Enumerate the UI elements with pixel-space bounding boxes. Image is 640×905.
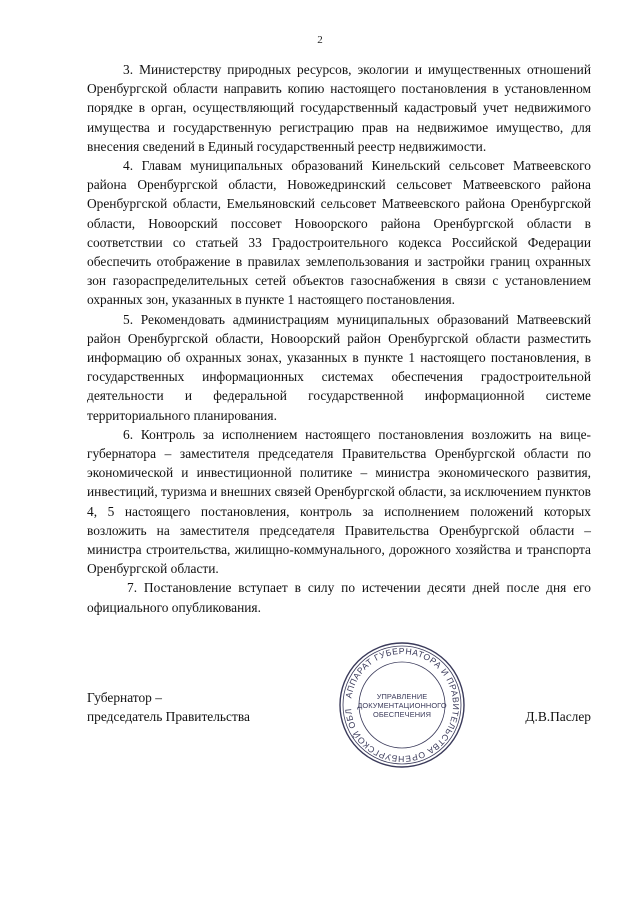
paragraph-4: 4. Главам муниципальных образований Кинельский сельсовет Матвеевского района Оренбургской области, Новожедринский сельсовет Матвеевского района Оренбургской области, Емельяновский сельсовет Матвеевского района Оренбургской области, Новоорский поссовет Новоорского района Оренбургской области в соответствии со статьей 33 Градостроительного кодекса Российской Федерации обеспечить отображение в правилах землепользования и застройки границ охранных зон газораспределительных сетей объектов газоснабжения в связи с установлением охранных зон, указанных в пункте 1 настоящего постановления. [87,158,591,308]
paragraph-6: 6. Контроль за исполнением настоящего постановления возложить на вице-губернатора – заместителя председателя Правительства Оренбургской области по экономической и инвестиционной политике – министра экономического развития, инвестиций, туризма и внешних связей Оренбургской области, за исключением пунктов 4, 5 настоящего постановления, контроль за исполнением положений которых возложить на заместителя председателя Правительства Оренбургской области – министра строительства, жилищно-коммунального, дорожного хозяйства и транспорта Оренбургской области. [87,426,591,577]
stamp-ring-text: АППАРАТ ГУБЕРНАТОРА И ПРАВИТЕЛЬСТВА ОРЕНБУРГСКОЙ ОБЛ [343,645,462,765]
paragraph-3: 3. Министерству природных ресурсов, экологии и имущественных отношений Оренбургской области направить копию настоящего постановления в установленном порядке в орган, осуществляющий государственный кадастровый учет недвижимого имущества и государственную регистрацию прав на недвижимое имущество, для внесения сведений в Единый государственный реестр недвижимости. [87,62,591,154]
page-number: 2 [317,34,323,46]
stamp-inner-line-3: ОБЕСПЕЧЕНИЯ [372,709,432,719]
signatory-title-line-2: председатель Правительства [87,709,250,725]
signatory-title-line-1: Губернатор – [87,690,162,705]
official-stamp [337,640,467,770]
paragraph-7: 7. Постановление вступает в силу по истечении десяти дней после дня его официального опубликования. [87,580,591,615]
stamp-inner-text [337,640,467,770]
paragraph-5: 5. Рекомендовать администрациям муниципальных образований Матвеевский район Оренбургской области, Новоорский район Оренбургской области разместить информацию об охранных зонах, указанных в пункте 1 настоящего постановления, в государственных информационных системах обеспечения градостроительной деятельности и федеральной государственной информационной системе территориального планирования. [87,311,591,423]
signatory-name: Д.В.Паслер [525,709,591,724]
signatory-title [87,688,347,726]
document-body [87,60,591,617]
stamp-inner-line-1: УПРАВЛЕНИЕ [376,691,428,701]
stamp-inner-line-2: ДОКУМЕНТАЦИОННОГО [357,700,447,710]
